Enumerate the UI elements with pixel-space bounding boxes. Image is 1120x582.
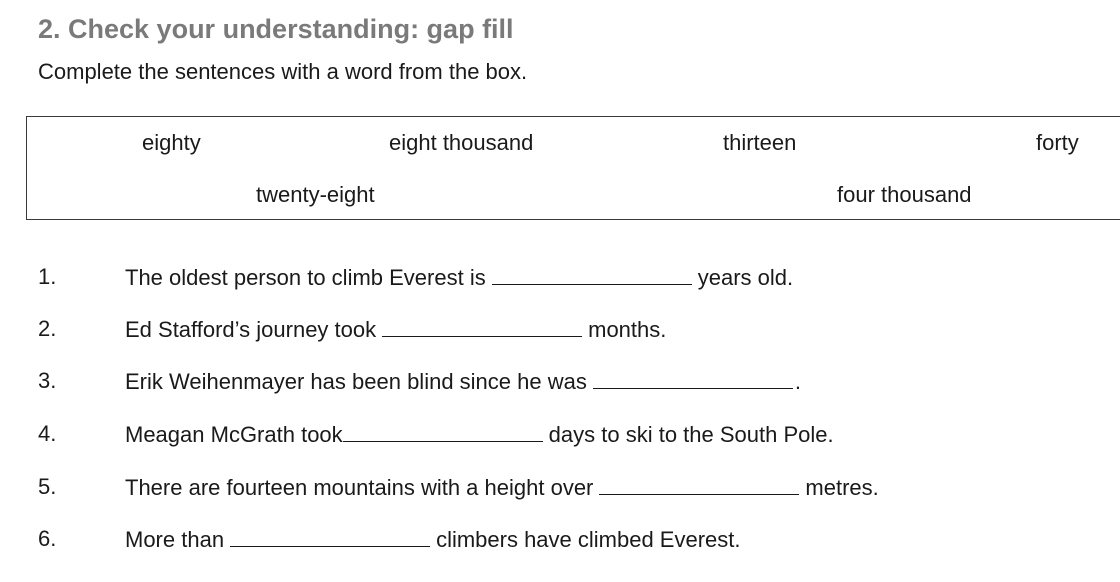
sentence-start: The oldest person to climb Everest is xyxy=(125,265,486,290)
item-sentence xyxy=(125,368,801,395)
word-box-item: eighty xyxy=(142,130,201,155)
sentence-start: Ed Stafford’s journey took xyxy=(125,317,377,342)
gap-fill-item xyxy=(0,264,1120,294)
item-number: 1. xyxy=(38,264,57,289)
exercise-title: 2. Check your understanding: gap fill xyxy=(38,14,514,44)
answer-blank[interactable] xyxy=(382,316,582,337)
sentence-end: climbers have climbed Everest. xyxy=(436,527,741,552)
item-number: 4. xyxy=(38,421,57,446)
exercise-instruction: Complete the sentences with a word from the box. xyxy=(38,59,528,84)
sentence-start: More than xyxy=(125,527,225,552)
answer-blank[interactable] xyxy=(593,368,793,389)
gap-fill-item xyxy=(0,368,1120,398)
item-sentence xyxy=(125,316,666,343)
answer-blank[interactable] xyxy=(230,526,430,547)
word-box-item: forty xyxy=(1036,130,1079,155)
word-box-item: thirteen xyxy=(723,130,797,155)
item-sentence xyxy=(125,421,834,448)
sentence-start: There are fourteen mountains with a height over xyxy=(125,475,594,500)
word-box-item: twenty-eight xyxy=(256,182,375,207)
sentence-end: days to ski to the South Pole. xyxy=(548,422,834,447)
item-number: 3. xyxy=(38,368,57,393)
sentence-start: Meagan McGrath took xyxy=(125,422,343,447)
gap-fill-item xyxy=(0,474,1120,504)
item-number: 5. xyxy=(38,474,57,499)
item-sentence xyxy=(125,264,793,291)
answer-blank[interactable] xyxy=(599,474,799,495)
sentence-start: Erik Weihenmayer has been blind since he was xyxy=(125,369,587,394)
item-sentence xyxy=(125,526,741,553)
item-sentence xyxy=(125,474,879,501)
sentence-end: years old. xyxy=(697,265,794,290)
sentence-end: . xyxy=(794,369,801,394)
item-number: 6. xyxy=(38,526,57,551)
item-number: 2. xyxy=(38,316,57,341)
gap-fill-item xyxy=(0,421,1120,451)
answer-blank[interactable] xyxy=(343,421,543,442)
gap-fill-item xyxy=(0,316,1120,346)
sentence-end: metres. xyxy=(805,475,879,500)
word-box-item: eight thousand xyxy=(389,130,534,155)
word-box-item: four thousand xyxy=(837,182,972,207)
gap-fill-item xyxy=(0,526,1120,556)
answer-blank[interactable] xyxy=(492,264,692,285)
sentence-end: months. xyxy=(588,317,667,342)
